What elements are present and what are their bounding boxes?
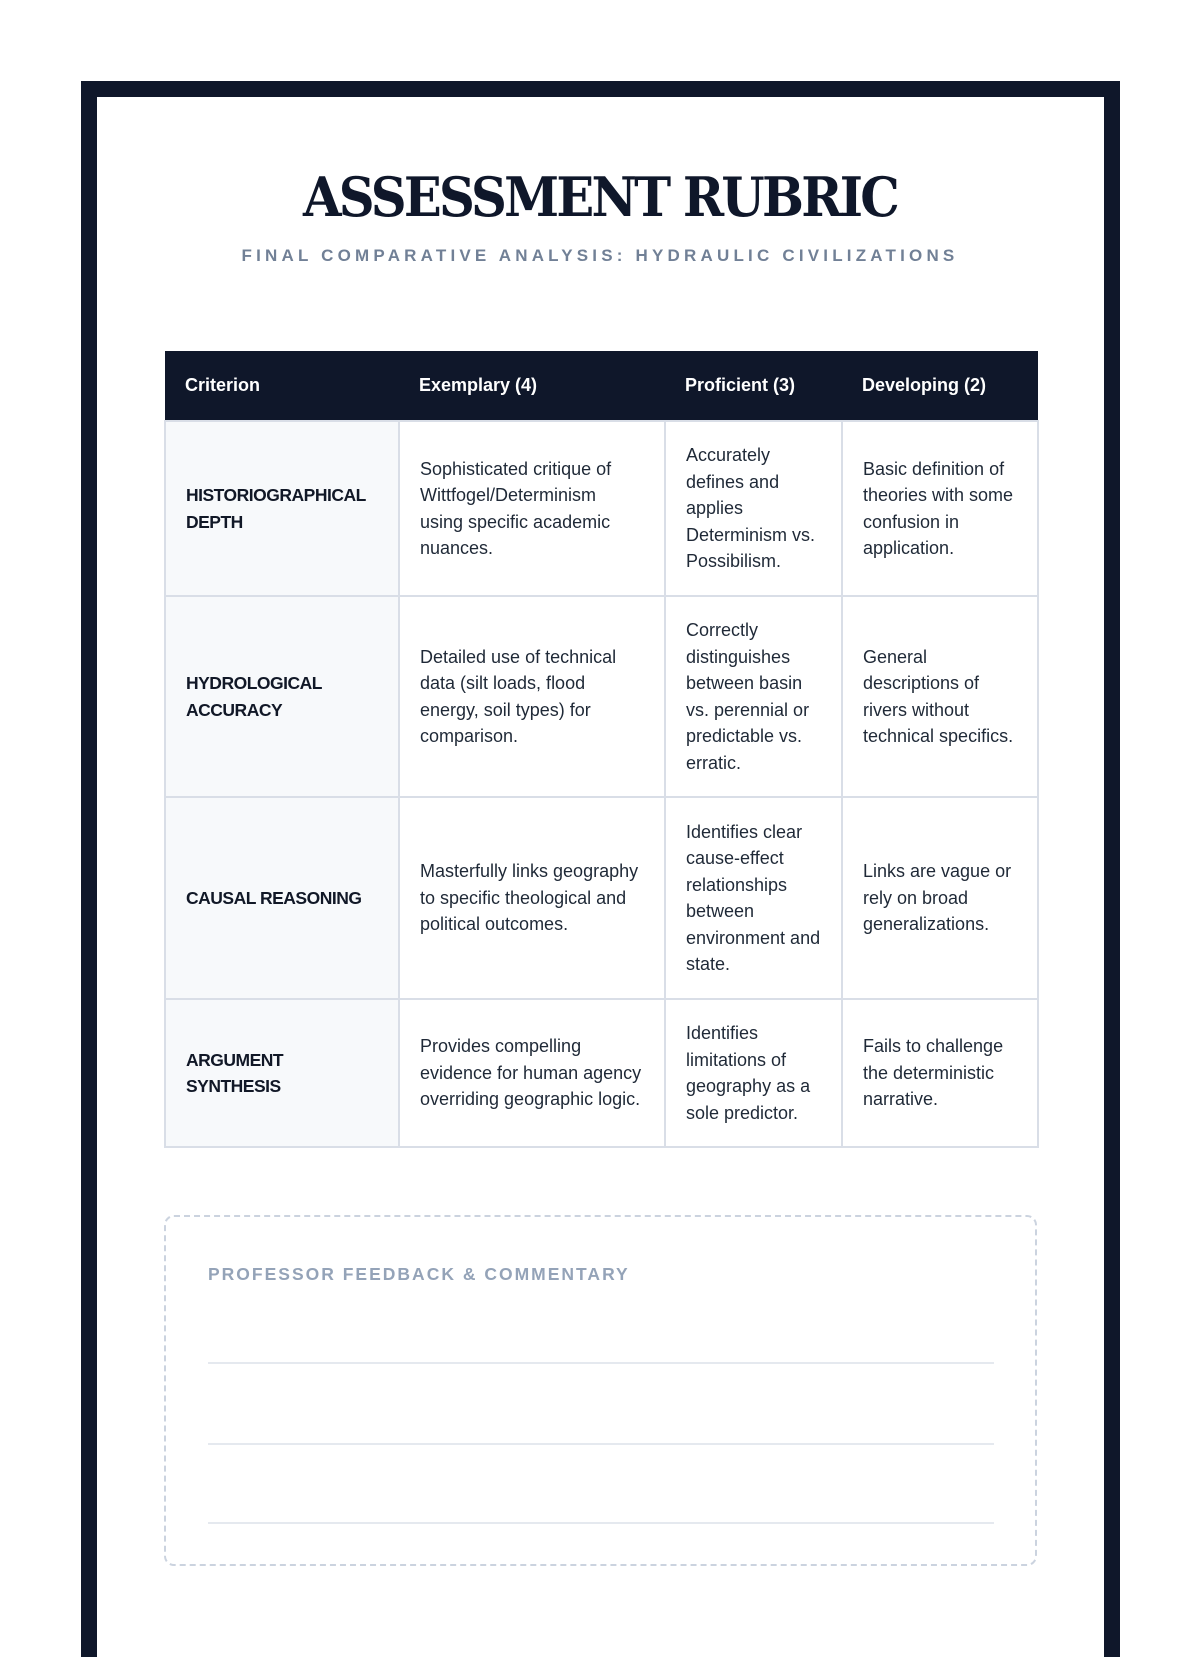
table-header-row	[165, 351, 1038, 421]
criterion-cell: HISTORIOGRAPHICAL DEPTH	[165, 421, 399, 596]
proficient-cell: Identifies clear cause-effect relationships between environment and state.	[665, 797, 842, 999]
page-subtitle: FINAL COMPARATIVE ANALYSIS: HYDRAULIC CIVILIZATIONS	[241, 246, 959, 265]
column-header-proficient: Proficient (3)	[665, 351, 842, 421]
exemplary-cell: Masterfully links geography to specific theological and political outcomes.	[399, 797, 665, 999]
proficient-cell: Identifies limitations of geography as a sole predictor.	[665, 999, 842, 1147]
page-title: ASSESSMENT RUBRIC	[302, 165, 898, 229]
criterion-cell: HYDROLOGICAL ACCURACY	[165, 596, 399, 797]
column-header-exemplary: Exemplary (4)	[399, 351, 665, 421]
column-header-developing: Developing (2)	[842, 351, 1038, 421]
exemplary-cell: Sophisticated critique of Wittfogel/Determinism using specific academic nuances.	[399, 421, 665, 596]
table-row	[165, 999, 1038, 1147]
criterion-cell: CAUSAL REASONING	[165, 797, 399, 999]
developing-cell: General descriptions of rivers without technical specifics.	[842, 596, 1038, 797]
criterion-cell: ARGUMENT SYNTHESIS	[165, 999, 399, 1147]
table-row	[165, 421, 1038, 596]
column-header-criterion: Criterion	[165, 351, 399, 421]
developing-cell: Fails to challenge the deterministic narrative.	[842, 999, 1038, 1147]
writing-line	[208, 1362, 994, 1364]
rubric-table	[164, 351, 1039, 1148]
developing-cell: Links are vague or rely on broad generalizations.	[842, 797, 1038, 999]
feedback-label: PROFESSOR FEEDBACK & COMMENTARY	[208, 1264, 630, 1284]
proficient-cell: Accurately defines and applies Determinism vs. Possibilism.	[665, 421, 842, 596]
writing-line	[208, 1443, 994, 1445]
table-row	[165, 797, 1038, 999]
exemplary-cell: Detailed use of technical data (silt loads, flood energy, soil types) for comparison.	[399, 596, 665, 797]
feedback-box[interactable]	[164, 1215, 1037, 1566]
exemplary-cell: Provides compelling evidence for human agency overriding geographic logic.	[399, 999, 665, 1147]
developing-cell: Basic definition of theories with some confusion in application.	[842, 421, 1038, 596]
writing-line	[208, 1522, 994, 1524]
proficient-cell: Correctly distinguishes between basin vs. perennial or predictable vs. erratic.	[665, 596, 842, 797]
table-row	[165, 596, 1038, 797]
